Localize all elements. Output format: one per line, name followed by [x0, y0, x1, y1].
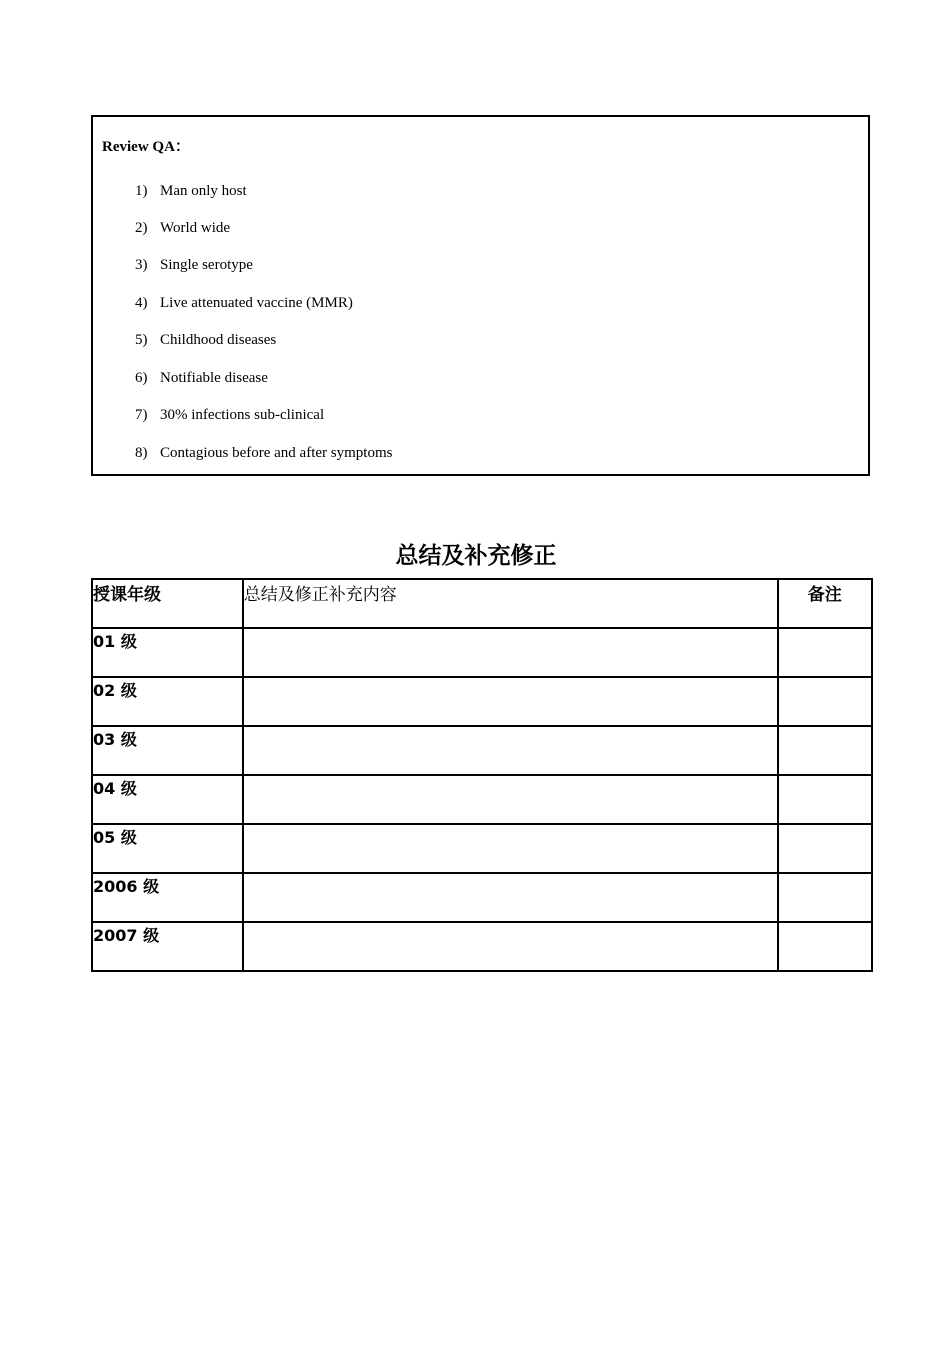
list-item-number: 1)	[135, 183, 148, 199]
list-item-text: World wide	[160, 220, 231, 236]
notes-cell	[778, 824, 873, 873]
table-row	[92, 628, 872, 677]
content-cell	[243, 824, 778, 873]
table-row	[92, 824, 872, 873]
summary-section-title: 总结及补充修正	[395, 543, 557, 569]
list-item	[135, 332, 276, 349]
list-item	[135, 370, 268, 387]
grade-cell: 03 级	[92, 726, 243, 775]
table-row	[92, 922, 872, 971]
list-item-number: 2)	[135, 220, 148, 236]
grade-cell: 04 级	[92, 775, 243, 824]
list-item-number: 7)	[135, 407, 148, 423]
list-item	[135, 445, 392, 462]
list-item-number: 3)	[135, 257, 148, 273]
list-item-number: 5)	[135, 332, 148, 348]
notes-cell	[778, 628, 873, 677]
content-cell	[243, 922, 778, 971]
header-grade: 授课年级	[92, 579, 243, 628]
list-item-text: Single serotype	[160, 257, 253, 273]
list-item	[135, 407, 324, 424]
grade-cell: 05 级	[92, 824, 243, 873]
header-notes: 备注	[778, 579, 873, 628]
header-content: 总结及修正补充内容	[243, 579, 778, 628]
content-cell	[243, 677, 778, 726]
table-row	[92, 677, 872, 726]
grade-cell: 02 级	[92, 677, 243, 726]
content-cell	[243, 628, 778, 677]
content-cell	[243, 775, 778, 824]
content-cell	[243, 726, 778, 775]
grade-cell: 2006 级	[92, 873, 243, 922]
list-item	[135, 220, 230, 237]
list-item-number: 8)	[135, 445, 148, 461]
grade-cell: 2007 级	[92, 922, 243, 971]
list-item-text: Contagious before and after symptoms	[160, 445, 393, 461]
review-qa-title: Review QA：	[102, 139, 190, 155]
notes-cell	[778, 677, 873, 726]
table-row	[92, 873, 872, 922]
list-item-number: 6)	[135, 370, 148, 386]
list-item-text: Man only host	[160, 183, 247, 199]
notes-cell	[778, 726, 873, 775]
notes-cell	[778, 873, 873, 922]
list-item-number: 4)	[135, 295, 148, 311]
list-item-text: Childhood diseases	[160, 332, 277, 348]
table-header-row	[92, 579, 872, 628]
notes-cell	[778, 922, 873, 971]
summary-table	[91, 578, 873, 972]
content-cell	[243, 873, 778, 922]
list-item	[135, 295, 353, 312]
list-item-text: Live attenuated vaccine (MMR)	[160, 295, 353, 311]
list-item-text: Notifiable disease	[160, 370, 268, 386]
list-item	[135, 257, 253, 274]
table-row	[92, 726, 872, 775]
table-row	[92, 775, 872, 824]
grade-cell: 01 级	[92, 628, 243, 677]
notes-cell	[778, 775, 873, 824]
list-item	[135, 183, 247, 200]
list-item-text: 30% infections sub-clinical	[160, 407, 325, 423]
review-qa-box	[91, 115, 870, 476]
